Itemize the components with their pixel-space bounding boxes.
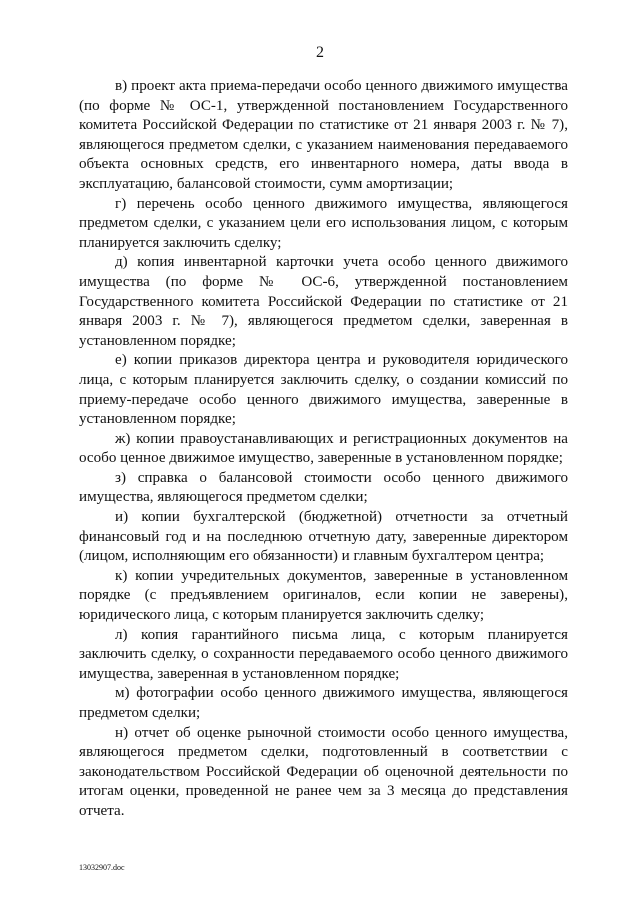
paragraph-e: е) копии приказов директора центра и руководителя юридического лица, с которым планируется заключить сделку, о создании комиссий по приему-передаче особо ценного движимого имущества, заверенные в установленном порядке; [79,352,568,428]
paragraph-g: г) перечень особо ценного движимого имущества, являющегося предметом сделки, с указанием цели его использования лицом, с которым планируется заключить сделку; [79,195,568,251]
paragraph-z: з) справка о балансовой стоимости особо ценного движимого имущества, являющегося предметом сделки; [79,469,568,506]
paragraph-v: в) проект акта приема-передачи особо ценного движимого имущества (по форме № ОС-1, утвержденной постановлением Государственного комитета Российской Федерации по статистике от 21 января 2003 г. № 7), являющегося предметом сделки, с указанием наименования передаваемого объекта основных средств, его инвентарного номера, даты ввода в эксплуатацию, балансовой стоимости, сумм амортизации; [79,78,568,192]
paragraph-d: д) копия инвентарной карточки учета особо ценного движимого имущества (по форме № ОС-6, утвержденной постановлением Государственного комитета Российской Федерации по статистике от 21 января 2003 г. № 7), являющегося предметом сделки, заверенная в установленном порядке; [79,254,568,349]
paragraph-n: н) отчет об оценке рыночной стоимости особо ценного имущества, являющегося предметом сделки, подготовленный в соответствии с законодательством Российской Федерации об оценочной деятельности по итогам оценки, проведенной не ранее чем за 3 месяца до представления отчета. [79,724,568,819]
paragraph-i: и) копии бухгалтерской (бюджетной) отчетности за отчетный финансовый год и на последнюю отчетную дату, заверенные директором (лицом, исполняющим его обязанности) и главным бухгалтером центра; [79,509,568,565]
paragraph-m: м) фотографии особо ценного движимого имущества, являющегося предметом сделки; [79,685,568,721]
page-number: 2 [316,44,324,61]
document-body [79,77,568,822]
paragraph-l: л) копия гарантийного письма лица, с которым планируется заключить сделку, о сохранности передаваемого особо ценного движимого имущества, заверенная в установленном порядке; [79,626,568,682]
paragraph-zh: ж) копии правоустанавливающих и регистрационных документов на особо ценное движимое имущество, заверенные в установленном порядке; [79,430,568,467]
paragraph-k: к) копии учредительных документов, заверенные в установленном порядке (с предъявлением оригиналов, если копии не заверены), юридического лица, с которым планируется заключить сделку; [79,567,568,624]
footer-filename: 13032907.doc [79,863,125,872]
